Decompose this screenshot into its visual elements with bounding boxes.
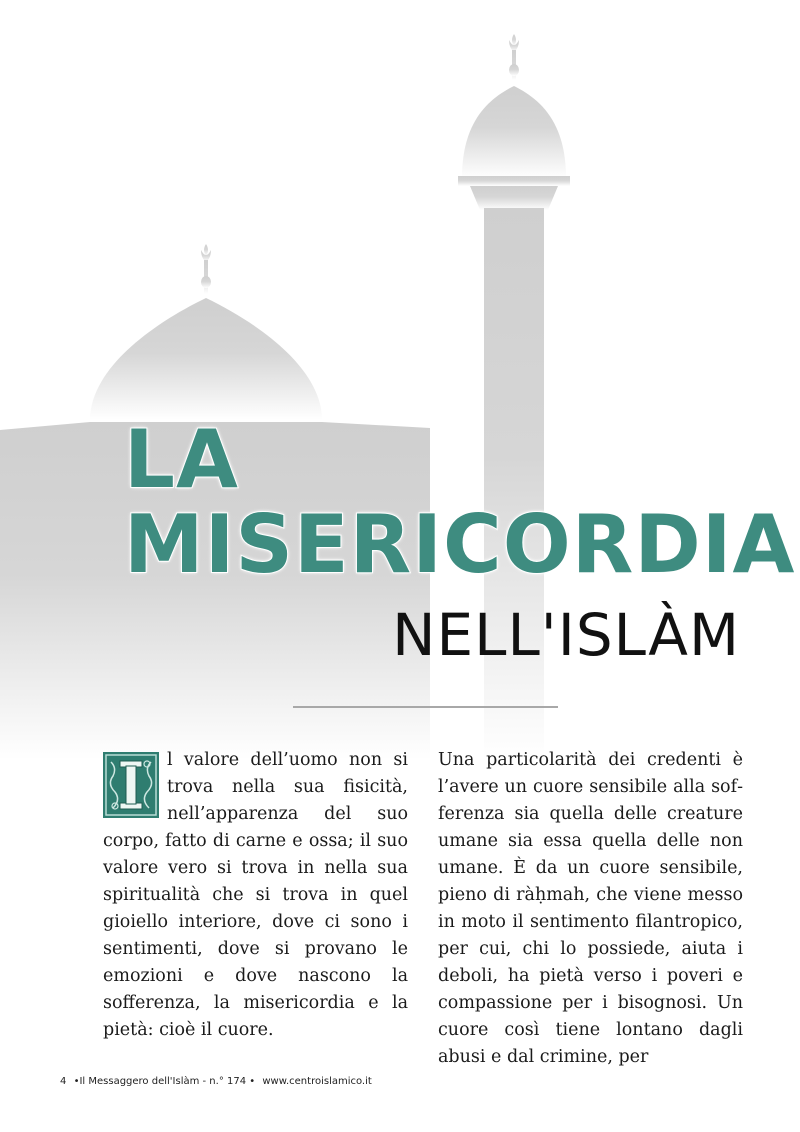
- title-divider: [293, 706, 558, 708]
- title-line-1: LA: [124, 413, 239, 506]
- title-line-2: MISERICORDIA: [124, 498, 796, 591]
- page-footer: [60, 1076, 376, 1087]
- page-number: 4: [60, 1076, 67, 1087]
- article-column-right: [438, 747, 743, 1071]
- dropcap-icon: [103, 752, 159, 818]
- publication-name: •Il Messaggero dell'Islàm - n.° 174 •: [73, 1076, 256, 1087]
- right-column-text: Una particolarità dei credenti è l’avere un cuore sensibile alla sofferenza sia quella delle creature umane sia essa quella delle non umane. È da un cuore sensibile, pieno di ràḥmah, che viene messo in moto il sentimento filantropico, per cui, chi lo possiede, aiuta i deboli, ha pietà verso i poveri e compassione per i bisognosi. Un cuore così tiene lontano dagli abusi e dal crimine, per: [438, 750, 743, 1067]
- left-column-text: l valore dell’uomo non si trova nella sua fisicità, nell’apparenza del suo corpo, fatto di carne e ossa; il suo valore vero si trova in nella sua spiritualità che si trova in quel gioiello interiore, dove ci sono i sentimenti, dove si provano le emozioni e dove nascono la sofferenza, la misericordia e la pietà: cioè il cuore.: [103, 750, 408, 1040]
- website-link[interactable]: www.centroislamico.it: [262, 1076, 372, 1087]
- article-column-left: [103, 747, 408, 1044]
- subtitle: NELL'ISLÀM: [392, 601, 740, 669]
